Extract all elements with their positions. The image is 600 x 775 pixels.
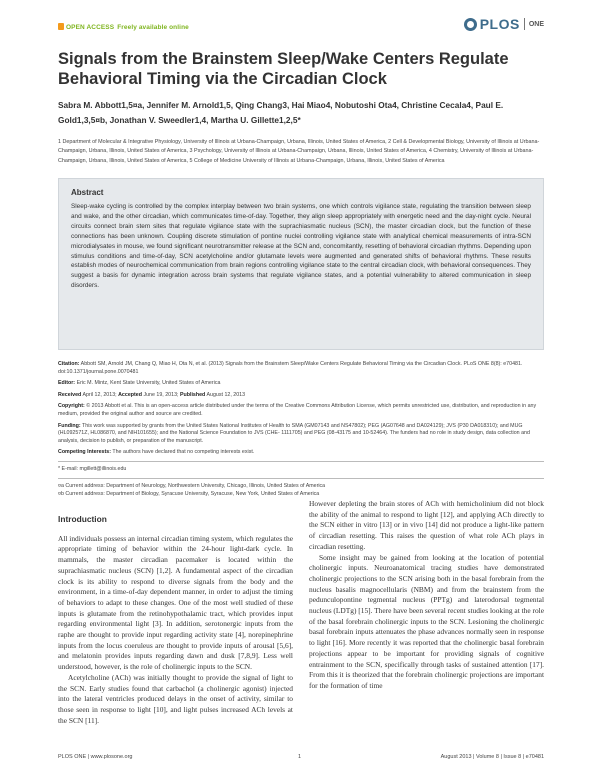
competing-label: Competing Interests: bbox=[58, 449, 111, 456]
plos-one-logo[interactable] bbox=[464, 16, 544, 32]
left-column bbox=[58, 514, 293, 726]
introduction-heading: Introduction bbox=[58, 514, 107, 524]
footer-journal[interactable]: PLOS ONE | www.plosone.org bbox=[58, 754, 133, 760]
copyright-text: © 2013 Abbott et al. This is an open-access article distributed under the terms of the Creative Commons Attribution License, which permits unrestricted use, distribution, and reproduction in any medium, provided the original author and source are credited. bbox=[58, 403, 537, 417]
copyright-row bbox=[58, 403, 544, 418]
citation-text: Abbott SM, Arnold JM, Chang Q, Miao H, Ota N, et al. (2013) Signals from the Brainstem Sleep/Wake Centers Regulate Behavioral Timing via the Circadian Clock. PLoS ONE 8(8): e70481. doi:10.1371/journal.pone.0070481 bbox=[58, 361, 523, 375]
funding-text: This work was supported by grants from the United States National Institutes of Health to SMA (GM07143 and NS47802); PEG (AG07648 and DA024129); JVS (P30 DA018310); and MUG (HL092571Z, HL086870, and NIH101655); and the National Science Foundation to JVS (CHE- 1111705) and PEG (08-43175 and 10-52464). The funders had no role in study design, data collection and analysis, decision to publish, or preparation of the manuscript. bbox=[58, 422, 530, 444]
current-address-b: ¤b Current address: Department of Biology, Syracuse University, Syracuse, New York, United States of America bbox=[58, 491, 320, 498]
open-lock-icon bbox=[58, 23, 64, 30]
abstract-box bbox=[58, 178, 544, 350]
open-access-badge bbox=[58, 23, 189, 31]
published-date: August 12, 2013 bbox=[206, 391, 246, 398]
freely-available-label: Freely available online bbox=[117, 24, 189, 31]
journal-header bbox=[58, 14, 544, 40]
received-label: Received bbox=[58, 391, 82, 398]
logo-divider bbox=[524, 18, 525, 30]
intro-paragraph-4: Some insight may be gained from looking at the location of potential cholinergic inputs. Neuroanatomical tracing studies have demonstrated cholinergic projections to the SCN arising both in the basal forebrain from the nucleus basalis magnocellularis (NBM) and from the brainstem from the pedunculopontine tegmental nucleus (PPTg) and laterodorsal tegmental nucleus (LDTg) [15]. There have been several recent studies looking at the role of the basal forebrain cholinergic inputs to the SCN. Lesioning the cholinergic basal forebrain inputs attenuates the phase advances normally seen in response to light [16]. More recently it was reported that the cholinergic basal forebrain projections appear to be important for providing signals of cognitive entrainment to the SCN, specifically through tasks of sustained attention [17]. From this it is theorized that the forebrain cholinergic projections are important for the formation of time bbox=[309, 552, 544, 690]
affiliations: 1 Department of Molecular & Integrative Physiology, University of Illinois at Urbana-Champaign, Urbana, Illinois, United States of America, 2 Cell & Developmental Biology, University of Illinois at Urbana-Champaign, Urbana, Illinois, United States of America, 3 Psychology, University of Illinois at Urbana-Champaign, Urbana, Illinois, United States of America, 4 Chemistry, University of Illinois at Urbana-Champaign, Urbana, Illinois, United States of America, 5 College of Medicine University of Illinois at Urbana-Champaign, Urbana, Illinois, United States of America bbox=[58, 139, 540, 164]
plos-wordmark: PLOS bbox=[479, 16, 520, 32]
meta-divider bbox=[58, 478, 544, 479]
author-list: Sabra M. Abbott1,5¤a, Jennifer M. Arnold1,5, Qing Chang3, Hai Miao4, Nobutoshi Ota4, Christine Cecala4, Paul E. Gold1,3,5¤b, Jonathan V. Sweedler1,4, Martha U. Gillette1,2,5* bbox=[58, 100, 504, 125]
citation-row bbox=[58, 361, 544, 376]
one-wordmark: ONE bbox=[528, 20, 544, 28]
competing-row bbox=[58, 449, 544, 457]
funding-row bbox=[58, 423, 544, 446]
article-title: Signals from the Brainstem Sleep/Wake Centers Regulate Behavioral Timing via the Circadian Clock bbox=[58, 50, 509, 88]
footer-page-number: 1 bbox=[298, 754, 302, 760]
dates-row bbox=[58, 392, 544, 400]
abstract-heading: Abstract bbox=[71, 188, 104, 197]
intro-paragraph-3: However depleting the brain stores of ACh with hemicholinium did not block the ability of the animal to respond to light [12], and applying ACh directly to the SCN either in vitro [13] or in vivo [14] did not produce a light-like pattern of circadian resetting. This raises the question of what role ACh plays in circadian resetting. bbox=[309, 499, 544, 551]
received-date: April 12, 2013; bbox=[82, 391, 117, 398]
copyright-label: Copyright: bbox=[58, 403, 85, 410]
right-column bbox=[309, 499, 544, 692]
funding-label: Funding: bbox=[58, 422, 81, 429]
competing-text: The authors have declared that no competing interests exist. bbox=[112, 449, 255, 456]
editor-text: Eric M. Mintz, Kent State University, United States of America bbox=[76, 380, 221, 387]
current-address-a: ¤a Current address: Department of Neurology, Northwestern University, Chicago, Illinois, United States of America bbox=[58, 482, 326, 489]
editor-label: Editor: bbox=[58, 380, 76, 387]
article-metadata bbox=[58, 361, 544, 503]
open-access-label: OPEN ACCESS bbox=[66, 24, 115, 31]
footer-issue: August 2013 | Volume 8 | Issue 8 | e70481 bbox=[440, 754, 544, 760]
intro-paragraph-2: Acetylcholine (ACh) was initially thought to provide the signal of light to the SCN. Early studies found that carbachol (a cholinergic agonist) injected into the lateral ventricles produced delays in the onset of activity, similar to those seen in response to light [10], and light pulses increased ACh levels at the SCN [11]. bbox=[58, 672, 293, 725]
email-row[interactable]: * E-mail: mgillett@illinois.edu bbox=[58, 465, 127, 472]
meta-divider bbox=[58, 461, 544, 462]
citation-label: Citation: bbox=[58, 361, 80, 367]
published-label: Published bbox=[179, 391, 206, 398]
accepted-date: June 19, 2013; bbox=[143, 391, 179, 398]
accepted-label: Accepted bbox=[118, 391, 142, 398]
abstract-text: Sleep-wake cycling is controlled by the complex interplay between two brain systems, one which controls vigilance state, regulating the transition between sleep and wake, and the other circadian, which communicates time-of-day. Together, they align sleep appropriately with energetic need and the day-night cycle. Neural circuits connect brain stem sites that regulate vigilance state with the suprachiasmatic nucleus (SCN), the master circadian clock, but the function of these connections has been unknown. Coupling discrete stimulation of pontine nuclei controlling vigilance state with analytical chemical measurements of intra-SCN microdialysates in mouse, we found significant neurotransmitter release at the SCN and, concomitantly, resetting of behavioral circadian rhythms. Depending upon stimulus conditions and time-of-day, SCN acetylcholine and/or glutamate levels were augmented and generated shifts of behavioral rhythms. These results establish modes of neurochemical communication from brain regions controlling vigilance state to the central circadian clock, with behavioral consequences. They suggest a basis for dynamic integration across brain systems that regulate vigilance states, and a potential vulnerability to altered communication in sleep disorders. bbox=[71, 203, 531, 290]
editor-row bbox=[58, 380, 544, 388]
intro-paragraph-1: All individuals possess an internal circadian timing system, which regulates the appropriate timing of behavior within the 24-hour light-dark cycle. In mammals, the master circadian pacemaker is located within the suprachiasmatic nucleus (SCN) [1,2]. A fundamental aspect of the circadian clock is its ability to respond to diverse signals from the body and the environment, in a time-of-day dependent manner, in order to adjust the timing of behaviors to adapt to these changes. One of the most well studied of these inputs is glutamate from the retinohypothalamic tract, which provides input regarding environmental light [3]. In addition, serotonergic inputs from the raphe are thought to provide input regarding activity state [4], norepinephrine inputs from the locus coeruleus are thought to provide inputs of arousal [5,6], and melatonin provides inputs regarding dawn and dusk [7,8,9]. Less well understood, however, is the role of cholinergic inputs to the SCN. bbox=[58, 533, 294, 672]
plos-circle-icon bbox=[464, 18, 477, 31]
